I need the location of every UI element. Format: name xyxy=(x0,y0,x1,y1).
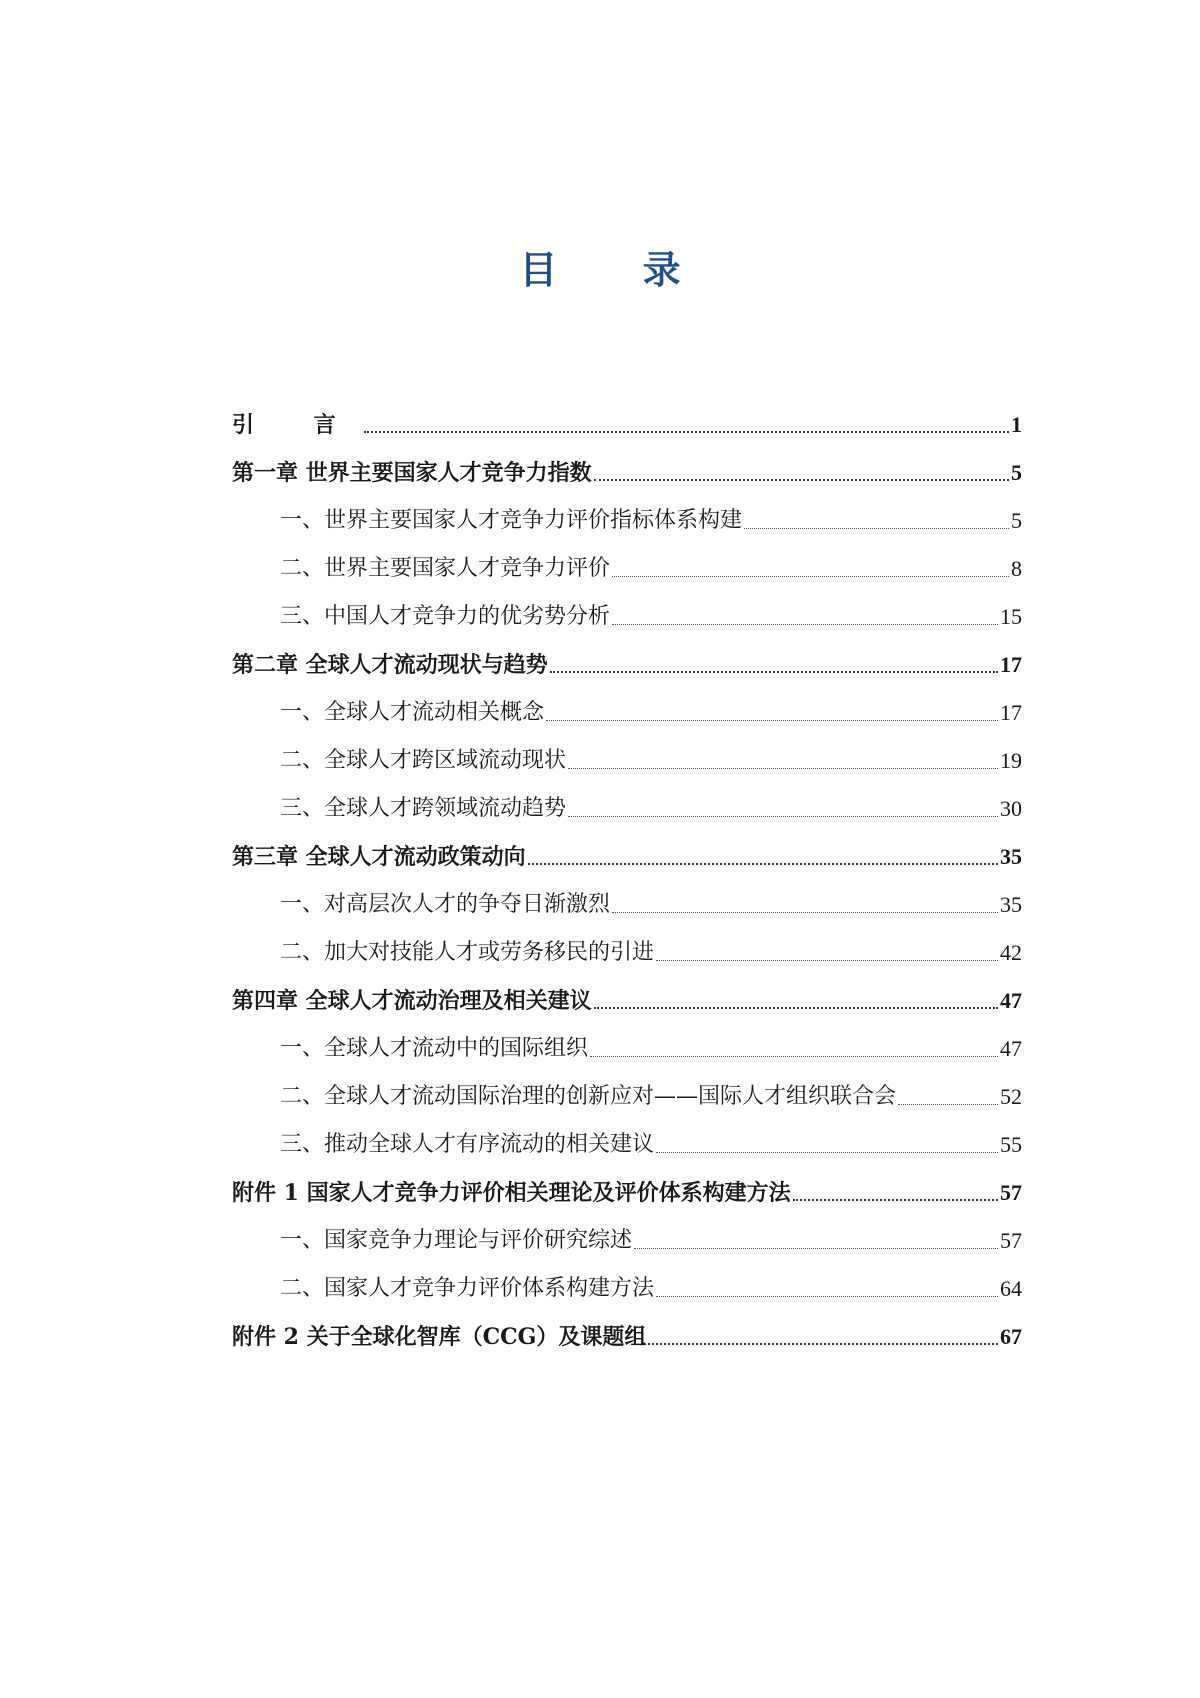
toc-page-number: 1 xyxy=(1011,412,1022,437)
toc-entry-title: 二、加大对技能人才或劳务移民的引进 xyxy=(280,940,655,965)
toc-page-number: 5 xyxy=(1011,508,1022,533)
toc-section-entry[interactable] xyxy=(280,1028,1022,1064)
dot-leader xyxy=(793,1199,998,1201)
page-title: 目 录 xyxy=(519,248,717,292)
dot-leader xyxy=(612,576,1009,577)
toc-entry-title: 一、世界主要国家人才竞争力评价指标体系构建 xyxy=(280,508,743,533)
dot-leader xyxy=(656,1152,998,1153)
dot-leader xyxy=(594,1007,998,1009)
toc-entry-title: 三、推动全球人才有序流动的相关建议 xyxy=(280,1132,655,1157)
dot-leader xyxy=(568,816,998,817)
toc-entry-title: 二、世界主要国家人才竞争力评价 xyxy=(280,556,611,581)
toc-entry-title: 第四章 全球人才流动治理及相关建议 xyxy=(232,988,592,1014)
dot-leader xyxy=(594,479,1009,481)
toc-page-number: 47 xyxy=(1000,988,1022,1013)
toc-page-number: 55 xyxy=(1000,1132,1022,1157)
dot-leader xyxy=(648,1343,998,1345)
toc-section-entry[interactable] xyxy=(280,740,1022,776)
toc-page-number: 17 xyxy=(1000,652,1022,677)
toc-page-number: 35 xyxy=(1000,892,1022,917)
toc-section-entry[interactable] xyxy=(280,788,1022,824)
toc-section-entry[interactable] xyxy=(280,932,1022,968)
dot-leader xyxy=(656,1296,998,1297)
toc-page-number: 42 xyxy=(1000,940,1022,965)
toc-entry-title: 三、全球人才跨领域流动趋势 xyxy=(280,796,567,821)
toc-chapter-entry[interactable] xyxy=(232,836,1022,872)
toc-chapter-entry[interactable] xyxy=(232,644,1022,680)
toc-page-number: 30 xyxy=(1000,796,1022,821)
dot-leader xyxy=(568,768,998,769)
dot-leader xyxy=(528,863,998,865)
dot-leader xyxy=(612,624,998,625)
toc-entry-title: 二、全球人才流动国际治理的创新应对——国际人才组织联合会 xyxy=(280,1084,897,1109)
dot-leader xyxy=(364,431,1009,433)
dot-leader xyxy=(634,1248,998,1249)
dot-leader xyxy=(546,720,998,721)
toc-section-entry[interactable] xyxy=(280,692,1022,728)
dot-leader xyxy=(550,671,998,673)
toc-entry-title: 一、对高层次人才的争夺日渐激烈 xyxy=(280,892,611,917)
toc-entry-title: 引 言 xyxy=(232,412,362,438)
toc-entry-title: 第一章 世界主要国家人才竞争力指数 xyxy=(232,460,592,486)
toc-page-number: 67 xyxy=(1000,1324,1022,1349)
toc-entry-title: 三、中国人才竞争力的优劣势分析 xyxy=(280,604,611,629)
dot-leader xyxy=(590,1056,998,1057)
toc-section-entry[interactable] xyxy=(280,596,1022,632)
dot-leader xyxy=(744,528,1009,529)
toc-page-number: 64 xyxy=(1000,1276,1022,1301)
toc-page-number: 47 xyxy=(1000,1036,1022,1061)
toc-page-number: 17 xyxy=(1000,700,1022,725)
dot-leader xyxy=(898,1104,998,1105)
toc-section-entry[interactable] xyxy=(280,884,1022,920)
dot-leader xyxy=(656,960,998,961)
toc-section-entry[interactable] xyxy=(280,1076,1022,1112)
toc-page-number: 5 xyxy=(1011,460,1022,485)
toc-entry-title: 二、全球人才跨区域流动现状 xyxy=(280,748,567,773)
toc-chapter-entry[interactable] xyxy=(232,1172,1022,1208)
toc-section-entry[interactable] xyxy=(280,1124,1022,1160)
toc-entry-title: 第二章 全球人才流动现状与趋势 xyxy=(232,652,548,678)
toc-entry-title: 一、国家竞争力理论与评价研究综述 xyxy=(280,1228,633,1253)
toc-entry-title: 附件 2 关于全球化智库（CCG）及课题组 xyxy=(232,1324,647,1350)
toc-entry-title: 二、国家人才竞争力评价体系构建方法 xyxy=(280,1276,655,1301)
toc-page-number: 19 xyxy=(1000,748,1022,773)
toc-page-number: 57 xyxy=(1000,1228,1022,1253)
toc-entry-title: 一、全球人才流动中的国际组织 xyxy=(280,1036,589,1061)
toc-section-entry[interactable] xyxy=(280,1220,1022,1256)
toc-chapter-entry[interactable] xyxy=(232,452,1022,488)
toc-chapter-entry[interactable] xyxy=(232,980,1022,1016)
toc-chapter-entry[interactable] xyxy=(232,1316,1022,1352)
toc-section-entry[interactable] xyxy=(280,548,1022,584)
toc-page-number: 57 xyxy=(1000,1180,1022,1205)
toc-entry-title: 附件 1 国家人才竞争力评价相关理论及评价体系构建方法 xyxy=(232,1180,791,1206)
toc-entry-title: 第三章 全球人才流动政策动向 xyxy=(232,844,526,870)
toc-section-entry[interactable] xyxy=(280,500,1022,536)
toc-entry-title: 一、全球人才流动相关概念 xyxy=(280,700,545,725)
toc-page-number: 15 xyxy=(1000,604,1022,629)
toc-chapter-entry[interactable] xyxy=(232,404,1022,440)
toc-section-entry[interactable] xyxy=(280,1268,1022,1304)
toc-page-number: 52 xyxy=(1000,1084,1022,1109)
toc-page-number: 8 xyxy=(1011,556,1022,581)
dot-leader xyxy=(612,912,998,913)
toc-page-number: 35 xyxy=(1000,844,1022,869)
